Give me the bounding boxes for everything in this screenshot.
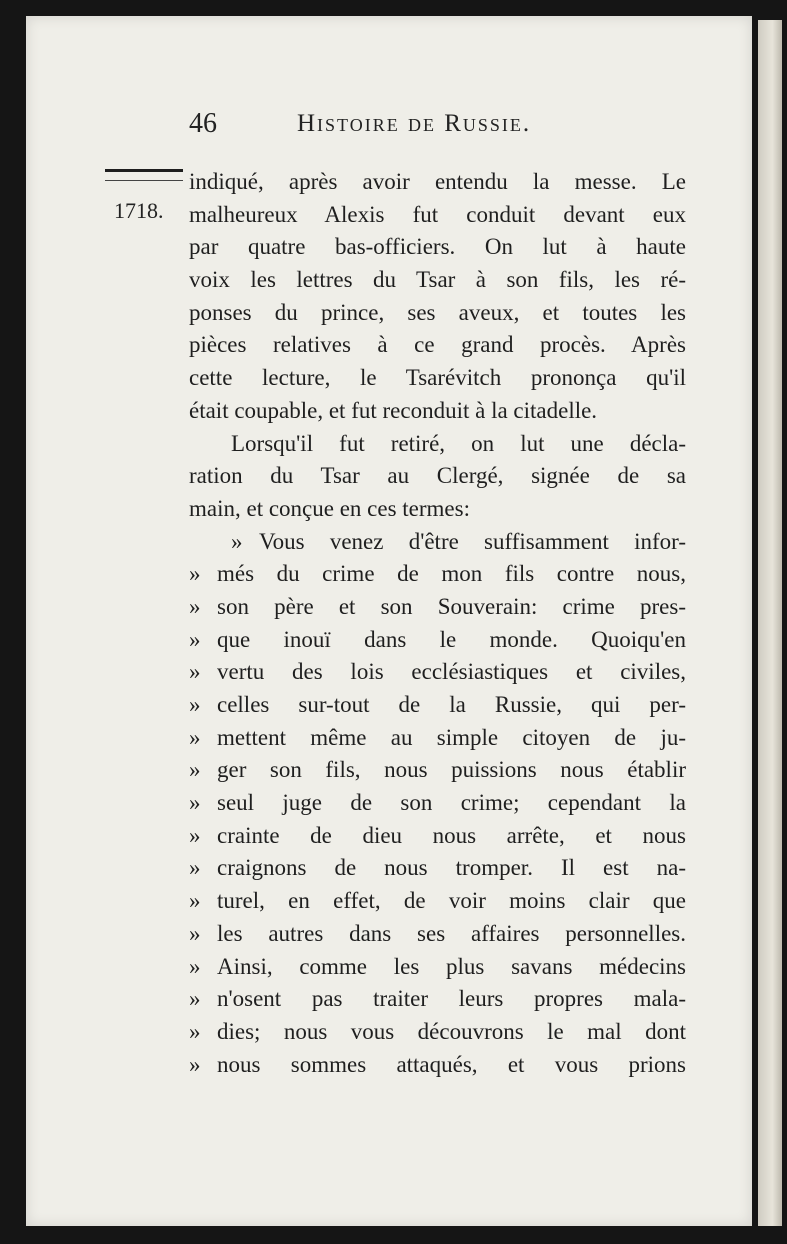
page-number: 46 (189, 108, 217, 139)
quote-mark: » (189, 757, 201, 783)
quote-line (189, 885, 686, 918)
quote-line (189, 558, 686, 591)
body-text (189, 166, 686, 1081)
quote-line (189, 820, 686, 853)
quote-text: Ainsi, comme les plus savans médecins (217, 953, 686, 979)
text-line: par quatre bas-officiers. On lut à haute (189, 234, 686, 260)
quote-text: que inouï dans le monde. Quoiqu'en (217, 626, 686, 652)
quote-mark: » (189, 593, 201, 619)
text-line: ration du Tsar au Clergé, signée de sa (189, 463, 686, 489)
quote-line (189, 656, 686, 689)
text-line: pièces relatives à ce grand procès. Après (189, 332, 686, 358)
page-edge (758, 20, 782, 1226)
quote-text: craignons de nous tromper. Il est na- (217, 855, 686, 881)
quote-mark: » (189, 822, 201, 848)
quote-mark: » (189, 888, 201, 914)
quote-text: celles sur-tout de la Russie, qui per- (217, 692, 686, 717)
quote-line (189, 526, 686, 559)
quote-mark: » (189, 790, 201, 816)
running-header (189, 108, 689, 148)
running-title: Histoire de Russie. (297, 110, 532, 137)
text-line: malheureux Alexis fut conduit devant eux (189, 201, 686, 227)
quote-text: més du crime de mon fils contre nous, (217, 561, 686, 587)
quote-text: vertu des lois ecclésiastiques et civiles, (217, 659, 686, 685)
quote-mark: » (189, 953, 201, 979)
margin-year: 1718. (114, 198, 164, 223)
quote-line (189, 1016, 686, 1049)
quote-line (189, 983, 686, 1016)
quote-mark: » (189, 855, 201, 881)
quote-line (189, 754, 686, 787)
quote-text: n'osent pas traiter leurs propres mala- (217, 986, 686, 1012)
quote-mark: » (189, 692, 201, 717)
quote-text: crainte de dieu nous arrête, et nous (217, 822, 686, 848)
quote-mark: » (189, 626, 201, 652)
quote-mark: » (189, 659, 201, 685)
quote-text: Vous venez d'être suffisamment infor- (259, 528, 686, 554)
text-line: Lorsqu'il fut retiré, on lut une décla- (231, 430, 686, 456)
quote-line (189, 852, 686, 885)
quote-text: seul juge de son crime; cependant la (217, 790, 686, 816)
quote-text: ger son fils, nous puissions nous établir (217, 757, 686, 783)
quote-text: les autres dans ses affaires personnelles. (217, 920, 686, 946)
quote-mark: » (189, 1051, 201, 1077)
quote-line (189, 591, 686, 624)
margin-rule (105, 169, 183, 172)
quote-line (189, 624, 686, 657)
quote-mark: » (189, 920, 201, 946)
quote-text: turel, en effet, de voir moins clair que (217, 888, 686, 914)
quote-text: dies; nous vous découvrons le mal dont (217, 1018, 686, 1044)
quote-mark: » (189, 724, 201, 750)
text-line: indiqué, après avoir entendu la messe. Le (189, 169, 686, 194)
quote-line (189, 787, 686, 820)
text-line: ponses du prince, ses aveux, et toutes les (189, 299, 686, 325)
text-line: cette lecture, le Tsarévitch prononça qu'il (189, 365, 686, 391)
quote-line (189, 689, 686, 722)
quote-mark: » (189, 1018, 201, 1044)
quote-line (189, 951, 686, 984)
text-line: main, et conçue en ces termes: (189, 495, 470, 521)
quote-line (189, 722, 686, 755)
quote-text: son père et son Souverain: crime pres- (217, 593, 686, 619)
quote-text: mettent même au simple citoyen de ju- (217, 724, 686, 750)
margin-rule-thin (105, 180, 183, 181)
quote-line (189, 918, 686, 951)
quote-mark: » (231, 528, 243, 554)
quote-mark: » (189, 986, 201, 1012)
quote-line (189, 1049, 686, 1082)
text-line: voix les lettres du Tsar à son fils, les ré- (189, 267, 686, 293)
quote-mark: » (189, 561, 201, 587)
text-line: était coupable, et fut reconduit à la citadelle. (189, 397, 598, 423)
quote-text: nous sommes attaqués, et vous prions (217, 1051, 686, 1077)
